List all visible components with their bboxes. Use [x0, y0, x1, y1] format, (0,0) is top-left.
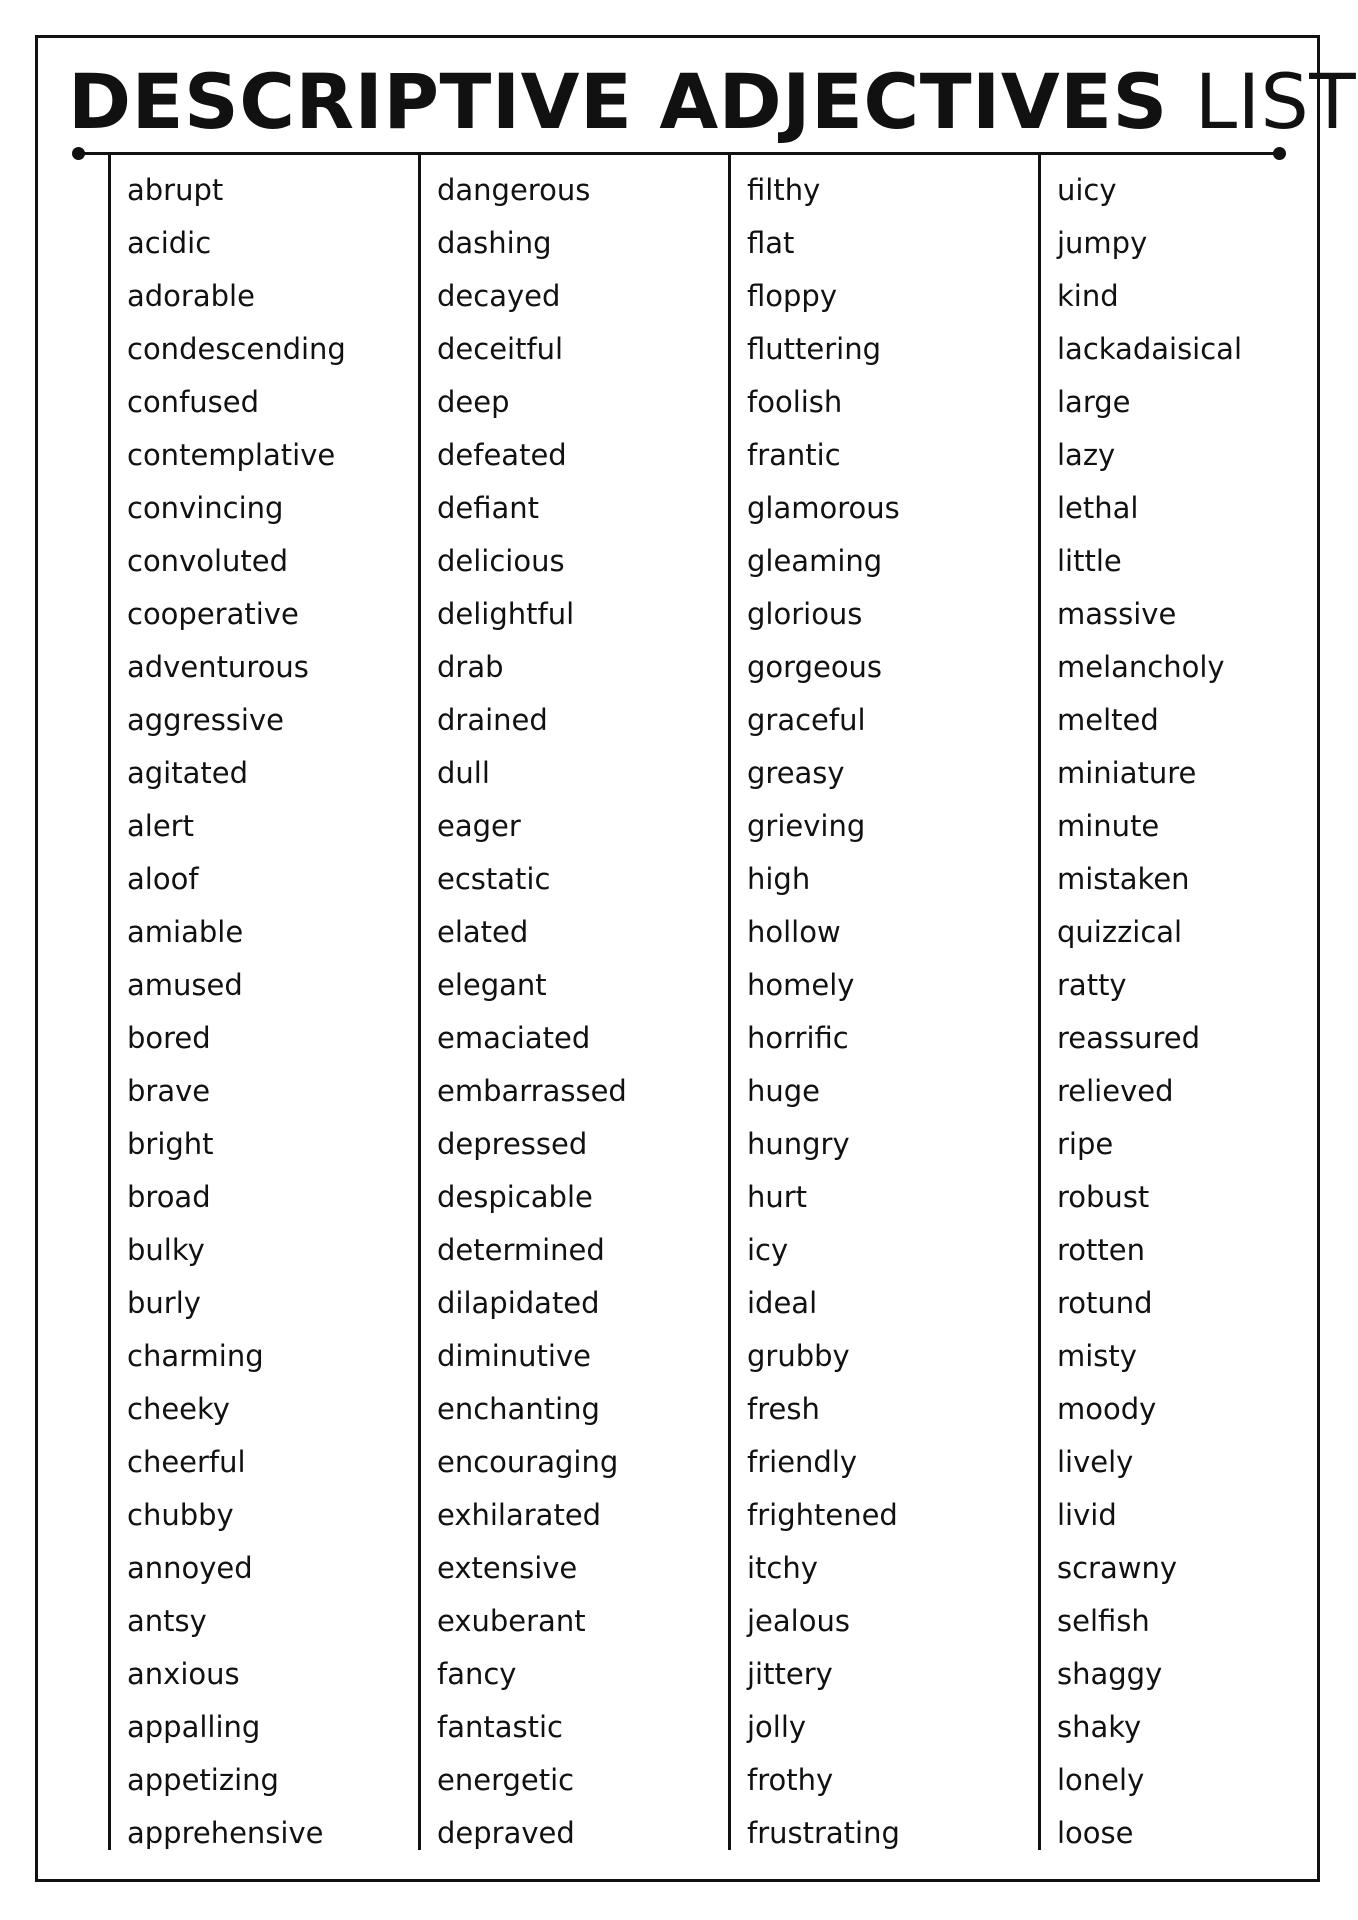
- adjective-item: lively: [1057, 1445, 1134, 1479]
- adjective-item: contemplative: [127, 438, 336, 472]
- adjective-item: abrupt: [127, 173, 224, 207]
- adjective-item: graceful: [747, 703, 866, 737]
- adjective-item: deep: [437, 385, 510, 419]
- adjective-item: exhilarated: [437, 1498, 602, 1532]
- adjective-item: diminutive: [437, 1339, 591, 1373]
- divider-left-dot: [72, 147, 85, 160]
- adjective-item: frantic: [747, 438, 841, 472]
- adjective-item: reassured: [1057, 1021, 1201, 1055]
- adjective-item: amiable: [127, 915, 244, 949]
- adjective-item: cheeky: [127, 1392, 230, 1426]
- adjective-item: dashing: [437, 226, 552, 260]
- adjective-item: itchy: [747, 1551, 818, 1585]
- title-regular-text: LIST: [1194, 57, 1357, 146]
- adjective-item: anxious: [127, 1657, 240, 1691]
- adjective-item: lethal: [1057, 491, 1139, 525]
- adjective-item: jolly: [747, 1710, 807, 1744]
- adjective-item: convoluted: [127, 544, 289, 578]
- adjective-item: amused: [127, 968, 243, 1002]
- adjective-item: fancy: [437, 1657, 517, 1691]
- adjective-item: decayed: [437, 279, 561, 313]
- adjective-item: lazy: [1057, 438, 1116, 472]
- adjective-item: drab: [437, 650, 504, 684]
- adjective-item: relieved: [1057, 1074, 1174, 1108]
- adjective-item: agitated: [127, 756, 248, 790]
- adjective-item: acidic: [127, 226, 212, 260]
- adjective-item: enchanting: [437, 1392, 600, 1426]
- word-list: [747, 155, 1038, 1860]
- adjective-item: bright: [127, 1127, 214, 1161]
- adjective-item: ideal: [747, 1286, 818, 1320]
- adjective-item: grubby: [747, 1339, 850, 1373]
- adjective-item: elegant: [437, 968, 547, 1002]
- adjective-item: jealous: [747, 1604, 850, 1638]
- adjective-item: determined: [437, 1233, 605, 1267]
- adjective-item: condescending: [127, 332, 346, 366]
- word-columns: [108, 155, 1348, 1850]
- adjective-item: antsy: [127, 1604, 207, 1638]
- adjective-item: scrawny: [1057, 1551, 1178, 1585]
- adjective-item: appetizing: [127, 1763, 279, 1797]
- adjective-item: ratty: [1057, 968, 1127, 1002]
- adjective-item: encouraging: [437, 1445, 619, 1479]
- adjective-item: lackadaisical: [1057, 332, 1243, 366]
- adjective-item: homely: [747, 968, 855, 1002]
- adjective-item: charming: [127, 1339, 264, 1373]
- adjective-item: dangerous: [437, 173, 591, 207]
- word-column-3: [728, 155, 1038, 1850]
- adjective-item: adventurous: [127, 650, 309, 684]
- adjective-item: melted: [1057, 703, 1159, 737]
- adjective-item: mistaken: [1057, 862, 1190, 896]
- adjective-item: glorious: [747, 597, 863, 631]
- adjective-item: jittery: [747, 1657, 833, 1691]
- adjective-item: depraved: [437, 1816, 575, 1850]
- adjective-item: defeated: [437, 438, 567, 472]
- adjective-item: fluttering: [747, 332, 881, 366]
- word-list: [127, 155, 418, 1860]
- page-title: [68, 52, 1356, 152]
- adjective-item: alert: [127, 809, 194, 843]
- adjective-item: apprehensive: [127, 1816, 324, 1850]
- adjective-item: ecstatic: [437, 862, 551, 896]
- adjective-item: fantastic: [437, 1710, 563, 1744]
- adjective-item: aloof: [127, 862, 199, 896]
- adjective-item: quizzical: [1057, 915, 1183, 949]
- adjective-item: robust: [1057, 1180, 1150, 1214]
- title-bold-text: DESCRIPTIVE ADJECTIVES: [68, 57, 1168, 146]
- adjective-item: fresh: [747, 1392, 820, 1426]
- adjective-item: greasy: [747, 756, 845, 790]
- adjective-item: kind: [1057, 279, 1119, 313]
- adjective-item: embarrassed: [437, 1074, 627, 1108]
- adjective-item: appalling: [127, 1710, 261, 1744]
- adjective-item: adorable: [127, 279, 255, 313]
- adjective-item: cheerful: [127, 1445, 246, 1479]
- adjective-item: friendly: [747, 1445, 858, 1479]
- adjective-item: drained: [437, 703, 548, 737]
- adjective-item: misty: [1057, 1339, 1137, 1373]
- adjective-item: cooperative: [127, 597, 299, 631]
- adjective-item: defiant: [437, 491, 540, 525]
- adjective-item: ripe: [1057, 1127, 1114, 1161]
- adjective-item: rotund: [1057, 1286, 1153, 1320]
- adjective-item: annoyed: [127, 1551, 253, 1585]
- adjective-item: exuberant: [437, 1604, 586, 1638]
- adjective-item: huge: [747, 1074, 821, 1108]
- adjective-item: convincing: [127, 491, 284, 525]
- word-list: [1057, 155, 1348, 1860]
- adjective-item: horrific: [747, 1021, 849, 1055]
- adjective-item: selfish: [1057, 1604, 1150, 1638]
- adjective-item: delightful: [437, 597, 575, 631]
- adjective-item: loose: [1057, 1816, 1134, 1850]
- adjective-item: dull: [437, 756, 490, 790]
- adjective-item: emaciated: [437, 1021, 591, 1055]
- adjective-item: jumpy: [1057, 226, 1148, 260]
- word-list: [437, 155, 728, 1860]
- adjective-item: little: [1057, 544, 1122, 578]
- adjective-item: gleaming: [747, 544, 883, 578]
- adjective-item: aggressive: [127, 703, 284, 737]
- adjective-item: confused: [127, 385, 260, 419]
- adjective-item: hollow: [747, 915, 841, 949]
- adjective-item: large: [1057, 385, 1131, 419]
- adjective-item: grieving: [747, 809, 866, 843]
- adjective-item: broad: [127, 1180, 211, 1214]
- word-column-1: [108, 155, 418, 1850]
- adjective-item: floppy: [747, 279, 837, 313]
- adjective-item: high: [747, 862, 811, 896]
- adjective-item: extensive: [437, 1551, 578, 1585]
- adjective-item: glamorous: [747, 491, 900, 525]
- adjective-item: frightened: [747, 1498, 898, 1532]
- adjective-item: minute: [1057, 809, 1160, 843]
- adjective-item: miniature: [1057, 756, 1197, 790]
- word-column-2: [418, 155, 728, 1850]
- word-column-4: [1038, 155, 1348, 1850]
- adjective-item: livid: [1057, 1498, 1117, 1532]
- adjective-item: moody: [1057, 1392, 1157, 1426]
- adjective-item: filthy: [747, 173, 821, 207]
- adjective-item: foolish: [747, 385, 843, 419]
- adjective-item: icy: [747, 1233, 789, 1267]
- adjective-item: lonely: [1057, 1763, 1145, 1797]
- adjective-item: brave: [127, 1074, 211, 1108]
- adjective-item: chubby: [127, 1498, 234, 1532]
- adjective-item: hurt: [747, 1180, 808, 1214]
- adjective-item: depressed: [437, 1127, 588, 1161]
- adjective-item: uicy: [1057, 173, 1117, 207]
- adjective-item: rotten: [1057, 1233, 1145, 1267]
- adjective-item: shaggy: [1057, 1657, 1163, 1691]
- adjective-item: gorgeous: [747, 650, 883, 684]
- adjective-item: massive: [1057, 597, 1177, 631]
- adjective-item: flat: [747, 226, 795, 260]
- adjective-item: frothy: [747, 1763, 834, 1797]
- adjective-item: energetic: [437, 1763, 575, 1797]
- adjective-item: elated: [437, 915, 529, 949]
- adjective-item: bulky: [127, 1233, 205, 1267]
- adjective-item: frustrating: [747, 1816, 900, 1850]
- adjective-item: eager: [437, 809, 521, 843]
- adjective-item: hungry: [747, 1127, 850, 1161]
- adjective-item: bored: [127, 1021, 211, 1055]
- adjective-item: burly: [127, 1286, 201, 1320]
- adjective-item: dilapidated: [437, 1286, 600, 1320]
- adjective-item: delicious: [437, 544, 565, 578]
- adjective-item: melancholy: [1057, 650, 1225, 684]
- adjective-item: shaky: [1057, 1710, 1142, 1744]
- adjective-item: deceitful: [437, 332, 564, 366]
- adjective-item: despicable: [437, 1180, 593, 1214]
